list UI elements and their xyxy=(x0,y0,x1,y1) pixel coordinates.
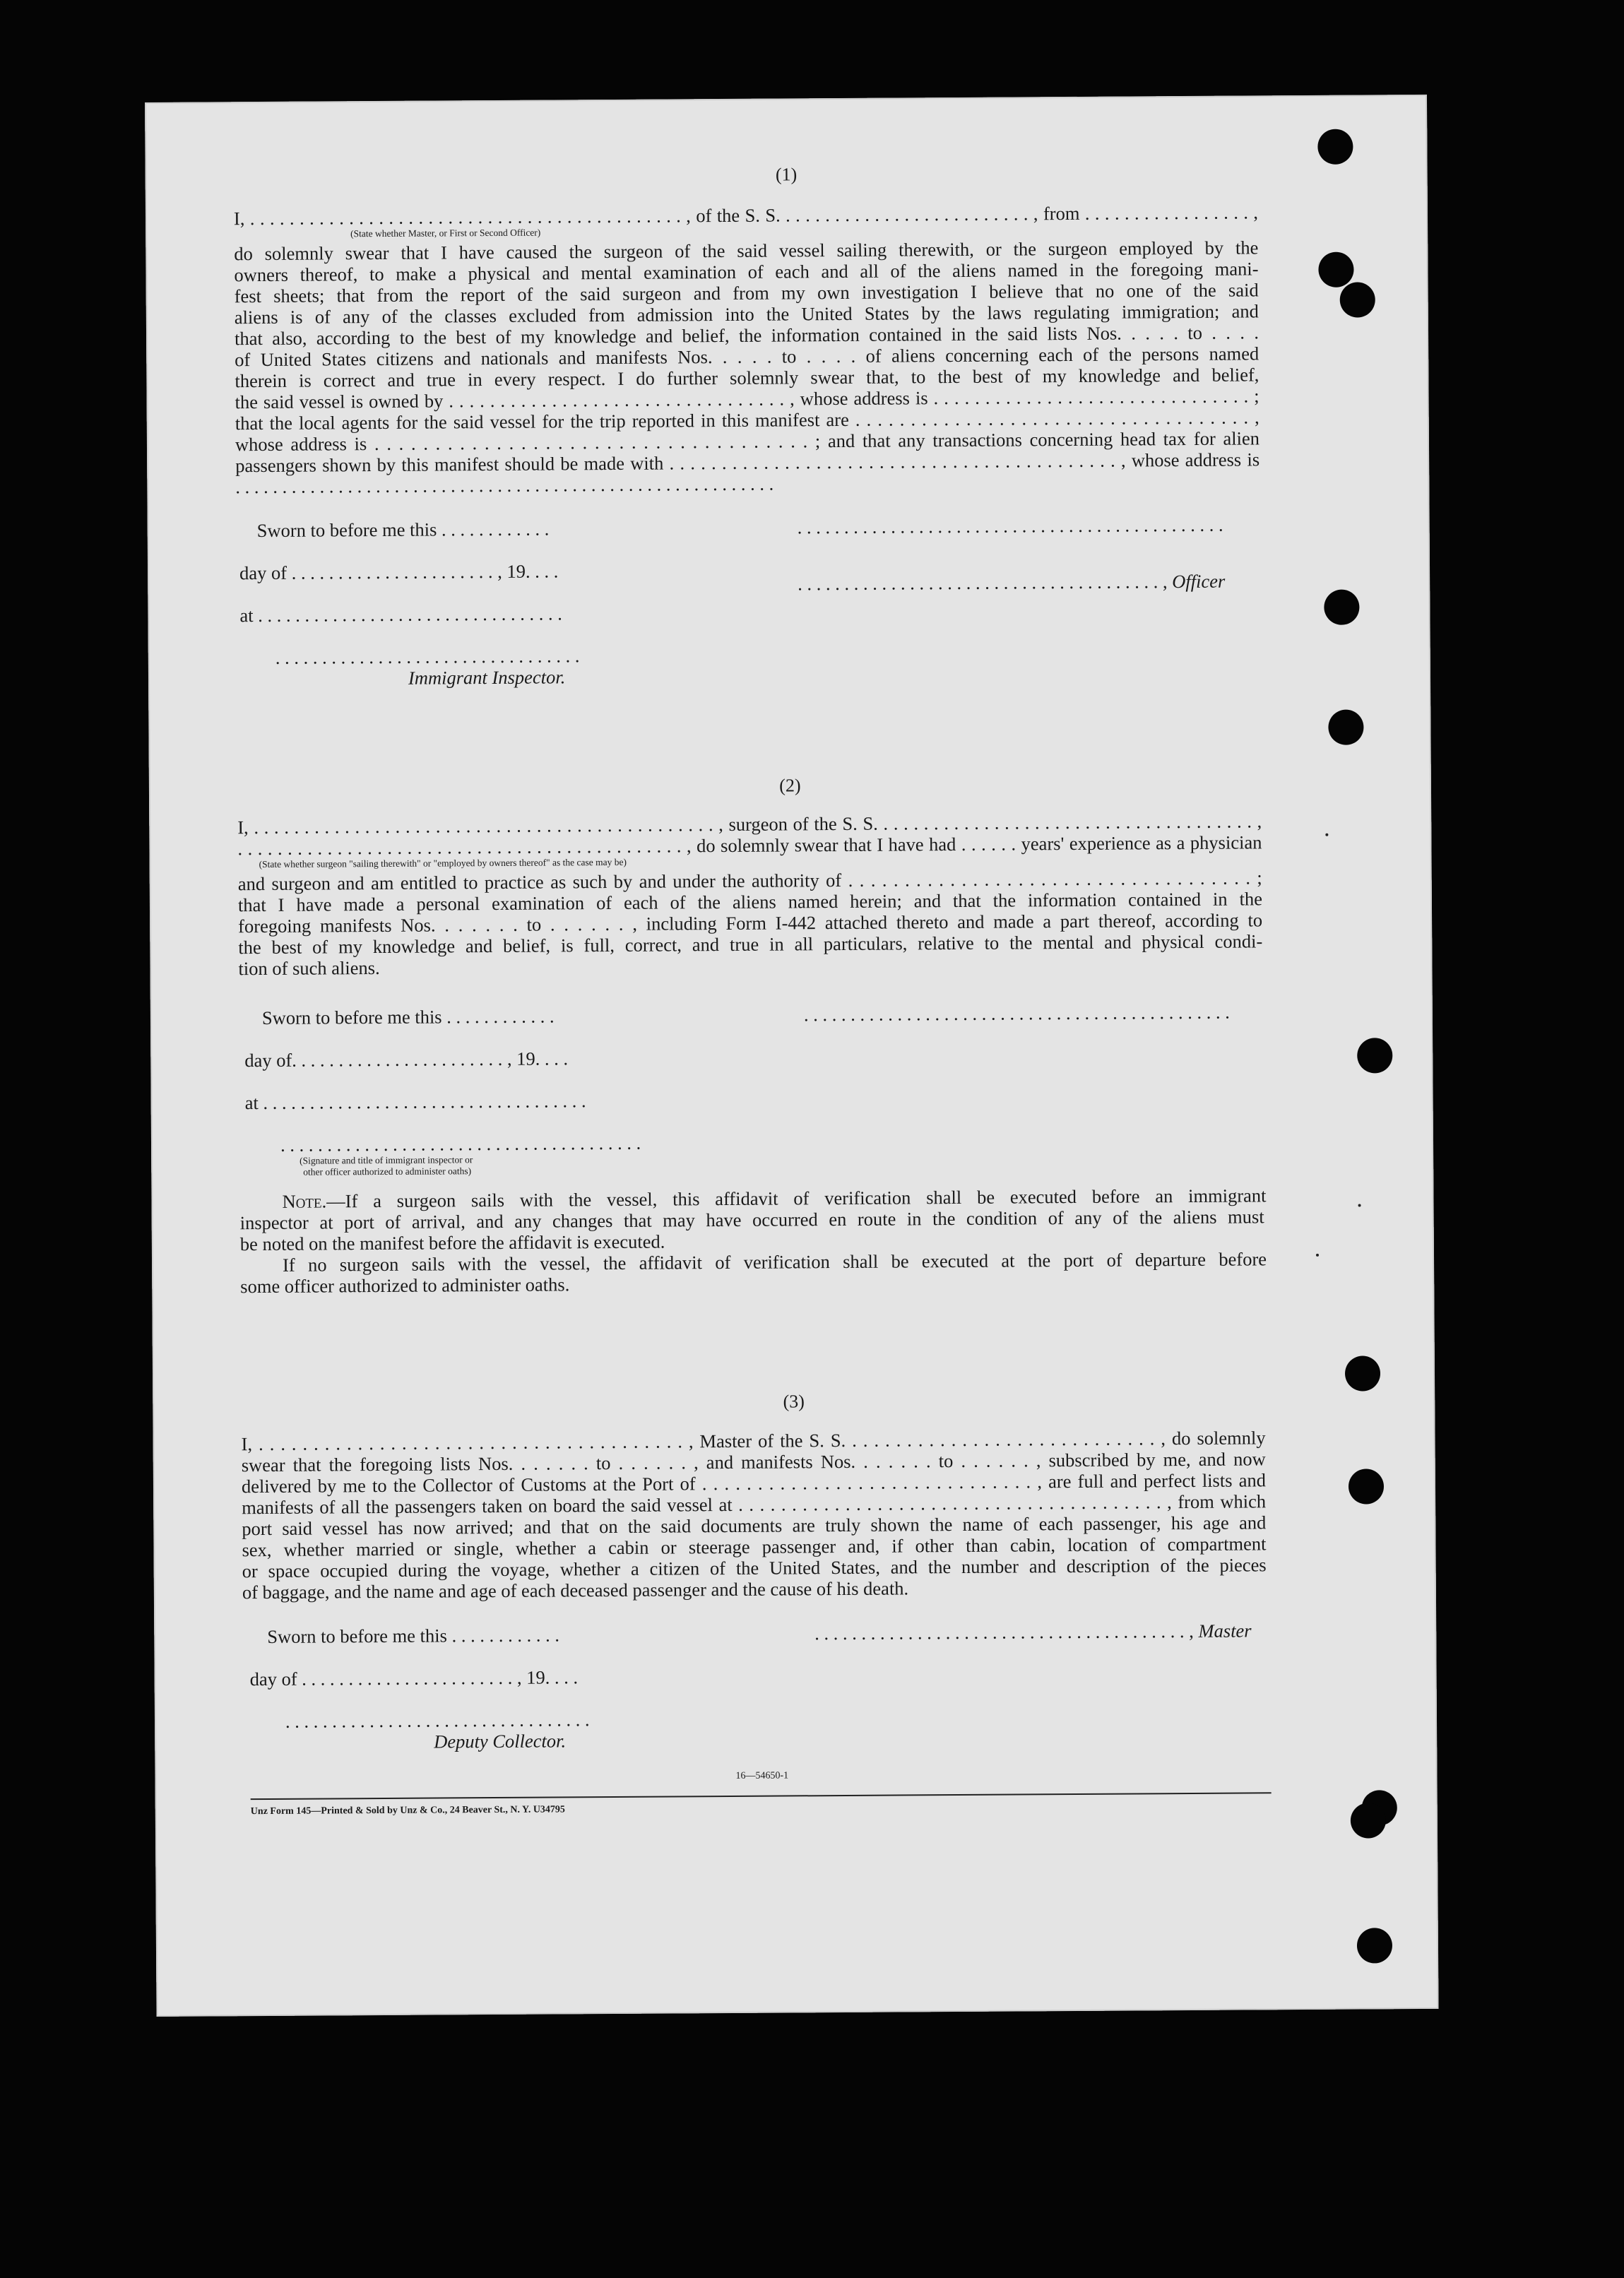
ink-speck xyxy=(1358,1204,1361,1207)
s2-at-line: at . . . . . . . . . . . . . . . . . . . . . . . . . . . . . . . . . . . xyxy=(244,1090,586,1114)
ink-speck xyxy=(1316,1254,1319,1257)
s2-signature-dots: . . . . . . . . . . . . . . . . . . . . . . . . . . . . . . . . . . . . . . . . . . . . . . xyxy=(803,1001,1230,1026)
s2-line-5: foregoing manifests Nos. . . . . . . to . . . . . . , including Form I-442 attached thereto and made a part thereof, according to xyxy=(238,909,1263,937)
s2-inspector-note-1: (Signature and title of immigrant inspector or xyxy=(300,1154,473,1166)
s1-officer-title: Officer xyxy=(1172,570,1226,593)
s2-note-label: Note. xyxy=(282,1190,327,1212)
s1-line-6: that also, according to the best of my knowledge and belief, the information contained in the said lists Nos. . . . . to . . . . xyxy=(234,321,1260,350)
s1-line-7: of United States citizens and nationals and manifests Nos. . . . . to . . . . of aliens concerning each of the persons named xyxy=(235,343,1260,371)
s3-day-line: day of . . . . . . . . . . . . . . . . . . . . . . . , 19. . . . xyxy=(249,1666,579,1690)
s2-line-7: tion of such aliens. xyxy=(238,956,380,980)
s1-at-line: at . . . . . . . . . . . . . . . . . . . . . . . . . . . . . . . . . xyxy=(239,603,562,627)
s2-note-text-1: —If a surgeon sails with the vessel, this affidavit of verification shall be executed before an immigrant xyxy=(326,1185,1267,1212)
s2-sworn-line: Sworn to before me this . . . . . . . . . . . . xyxy=(261,1005,555,1029)
s3-line-7: or space occupied during the voyage, whether a citizen of the United States, and the number and description of the pieces xyxy=(242,1554,1267,1582)
section-1-number: (1) xyxy=(775,164,798,185)
s3-line-8: of baggage, and the name and age of each deceased passenger and the cause of his death. xyxy=(242,1577,909,1603)
punch-hole xyxy=(1357,1038,1392,1073)
s3-line-1: I, . . . . . . . . . . . . . . . . . . . . . . . . . . . . . . . . . . . . . . . , Master of the S. S. . . . . . . . . . . . . . . . . . . . . . . . . . . . . , do solemnly xyxy=(241,1427,1266,1455)
s2-note2-line-1: If no surgeon sails with the vessel, the affidavit of verification shall be executed at the port of departure before xyxy=(282,1248,1267,1276)
punch-hole xyxy=(1340,282,1375,317)
s1-signature-dots: . . . . . . . . . . . . . . . . . . . . . . . . . . . . . . . . . . . . . . . . . . . . . . xyxy=(797,514,1223,538)
punch-hole xyxy=(1351,1803,1386,1838)
form-code: 16—54650-1 xyxy=(735,1770,789,1781)
s3-line-3: delivered by me to the Collector of Customs at the Port of . . . . . . . . . . . . . . . . . . . . . . . . . . . . . . , are full and perfect lists and xyxy=(241,1469,1267,1497)
punch-hole xyxy=(1324,590,1359,625)
s1-inspector-title: Immigrant Inspector. xyxy=(408,666,566,689)
s3-line-2: swear that the foregoing lists Nos. . . . . . . to . . . . . . , and manifests Nos. . . . . . . to . . . . . . , subscribed by me, and now xyxy=(241,1448,1266,1476)
s2-surgeon-note: (State whether surgeon "sailing therewith" or "employed by owners thereof" as the case may be) xyxy=(259,856,627,870)
s3-collector-dots: . . . . . . . . . . . . . . . . . . . . . . . . . . . . . . . . . xyxy=(285,1709,590,1732)
s1-officer-dots: . . . . . . . . . . . . . . . . . . . . . . . . . . . . . . . . . . . . . . . , xyxy=(798,571,1168,595)
s2-inspector-note-2: other officer authorized to administer oaths) xyxy=(303,1165,472,1177)
s1-line-12: passengers shown by this manifest should be made with . . . . . . . . . . . . . . . . . . . . . . . . . . . . . . . . . . . . . . . . . . . , whose address is xyxy=(235,449,1260,477)
s3-line-5: port said vessel has now arrived; and that on the said documents are truly shown the name of each passenger, his age and xyxy=(242,1512,1267,1540)
s1-line-11: whose address is . . . . . . . . . . . . . . . . . . . . . . . . . . . . . . . . . . . . ; and that any transactions concerning head tax for alien xyxy=(235,427,1260,456)
ink-speck xyxy=(1325,834,1328,836)
s2-note-line-2: inspector at port of arrival, and any changes that may have occurred en route in the condition of any of the aliens must xyxy=(239,1206,1264,1234)
footer-rule xyxy=(251,1792,1272,1800)
s2-line-2: . . . . . . . . . . . . . . . . . . . . . . . . . . . . . . . . . . . . . . . . . . . . . , do solemnly swear that I have had . . . . . . years' experience as a physician xyxy=(237,831,1262,860)
section-2-number: (2) xyxy=(779,775,801,796)
printer-footer: Unz Form 145—Printed & Sold by Unz & Co., 24 Beaver St., N. Y. U34795 xyxy=(250,1804,565,1817)
s2-line-1: I, . . . . . . . . . . . . . . . . . . . . . . . . . . . . . . . . . . . . . . . . . . . . . . , surgeon of the S. S. . . . . . . . . . . . . . . . . . . . . . . . . . . . . . . . . . . . . . , xyxy=(237,810,1262,838)
s1-inspector-dots: . . . . . . . . . . . . . . . . . . . . . . . . . . . . . . . . . xyxy=(275,645,580,668)
punch-hole xyxy=(1317,129,1353,165)
s3-master-signature xyxy=(814,1620,1252,1644)
s1-officer-note: (State whether Master, or First or Second Officer) xyxy=(350,227,541,239)
s3-collector-title: Deputy Collector. xyxy=(434,1730,567,1752)
s3-sworn-line: Sworn to before me this . . . . . . . . . . . . xyxy=(267,1624,560,1647)
s3-line-4: manifests of all the passengers taken on board the said vessel at . . . . . . . . . . . . . . . . . . . . . . . . . . . . . . . . . . . . . . . . , from which xyxy=(242,1490,1267,1519)
s3-master-dots: . . . . . . . . . . . . . . . . . . . . . . . . . . . . . . . . . . . . . . . . , xyxy=(814,1620,1194,1644)
punch-hole xyxy=(1328,709,1363,744)
section-3-number: (3) xyxy=(783,1391,805,1412)
s1-line-1: I, . . . . . . . . . . . . . . . . . . . . . . . . . . . . . . . . . . . . . . . . . . . . , of the S. S. . . . . . . . . . . . . . . . . . . . . . . . . . , from . . . . . . . . . . . . . . . . . , xyxy=(233,201,1259,230)
s1-line-2: do solemnly swear that I have caused the surgeon of the said vessel sailing therewith, or the surgeon employed by the xyxy=(234,237,1259,265)
s1-officer-signature xyxy=(798,571,1225,595)
s1-line-8: therein is correct and true in every respect. I do further solemnly swear that, to the best of my knowledge and belief, xyxy=(235,364,1260,392)
s2-line-4: that I have made a personal examination of each of the aliens named herein; and that the information contained in the xyxy=(237,888,1263,916)
s3-master-title: Master xyxy=(1198,1620,1252,1642)
manifest-form-page xyxy=(145,95,1439,2017)
s1-line-13: . . . . . . . . . . . . . . . . . . . . . . . . . . . . . . . . . . . . . . . . . . . . . . . . . . . . . . . . . . xyxy=(235,473,774,498)
s1-line-9: the said vessel is owned by . . . . . . . . . . . . . . . . . . . . . . . . . . . . . . . . . , whose address is . . . . . . . . . . . . . . . . . . . . . . . . . . . . . . . ; xyxy=(235,385,1260,413)
punch-hole xyxy=(1349,1469,1384,1504)
s1-line-4: fest sheets; that from the report of the said surgeon and from my own investigation I believe that no one of the said xyxy=(234,279,1259,307)
s2-note2-line-2: some officer authorized to administer oaths. xyxy=(240,1274,570,1298)
punch-hole xyxy=(1345,1355,1380,1391)
punch-hole xyxy=(1318,252,1353,287)
s2-note-line-3: be noted on the manifest before the affidavit is executed. xyxy=(239,1230,665,1255)
s2-inspector-dots: . . . . . . . . . . . . . . . . . . . . . . . . . . . . . . . . . . . . . . . xyxy=(280,1132,641,1156)
s2-line-6: the best of my knowledge and belief, is full, correct, and true in all particulars, relative to the mental and physical condi- xyxy=(238,930,1263,959)
s1-line-3: owners thereof, to make a physical and mental examination of each and all of the aliens named in the foregoing mani- xyxy=(234,258,1259,286)
s1-line-5: aliens is of any of the classes excluded from admission into the United States by the laws regulating immigration; and xyxy=(234,300,1259,328)
punch-hole xyxy=(1357,1928,1392,1963)
s1-day-line: day of . . . . . . . . . . . . . . . . . . . . . . , 19. . . . xyxy=(239,560,559,584)
s1-line-10: that the local agents for the said vessel for the trip reported in this manifest are . . . . . . . . . . . . . . . . . . . . . . . . . . . . . . . . . . . . , xyxy=(235,406,1260,434)
s2-line-3: and surgeon and am entitled to practice as such by and under the authority of . . . . . . . . . . . . . . . . . . . . . . . . . . . . . . . . . . . . ; xyxy=(237,867,1262,895)
s2-day-line: day of. . . . . . . . . . . . . . . . . . . . . . . , 19. . . . xyxy=(244,1048,569,1072)
s3-line-6: sex, whether married or single, whether a cabin or steerage passenger and, if other than cabin, location of compartment xyxy=(242,1533,1267,1561)
s1-sworn-line: Sworn to before me this . . . . . . . . . . . . xyxy=(256,518,550,542)
